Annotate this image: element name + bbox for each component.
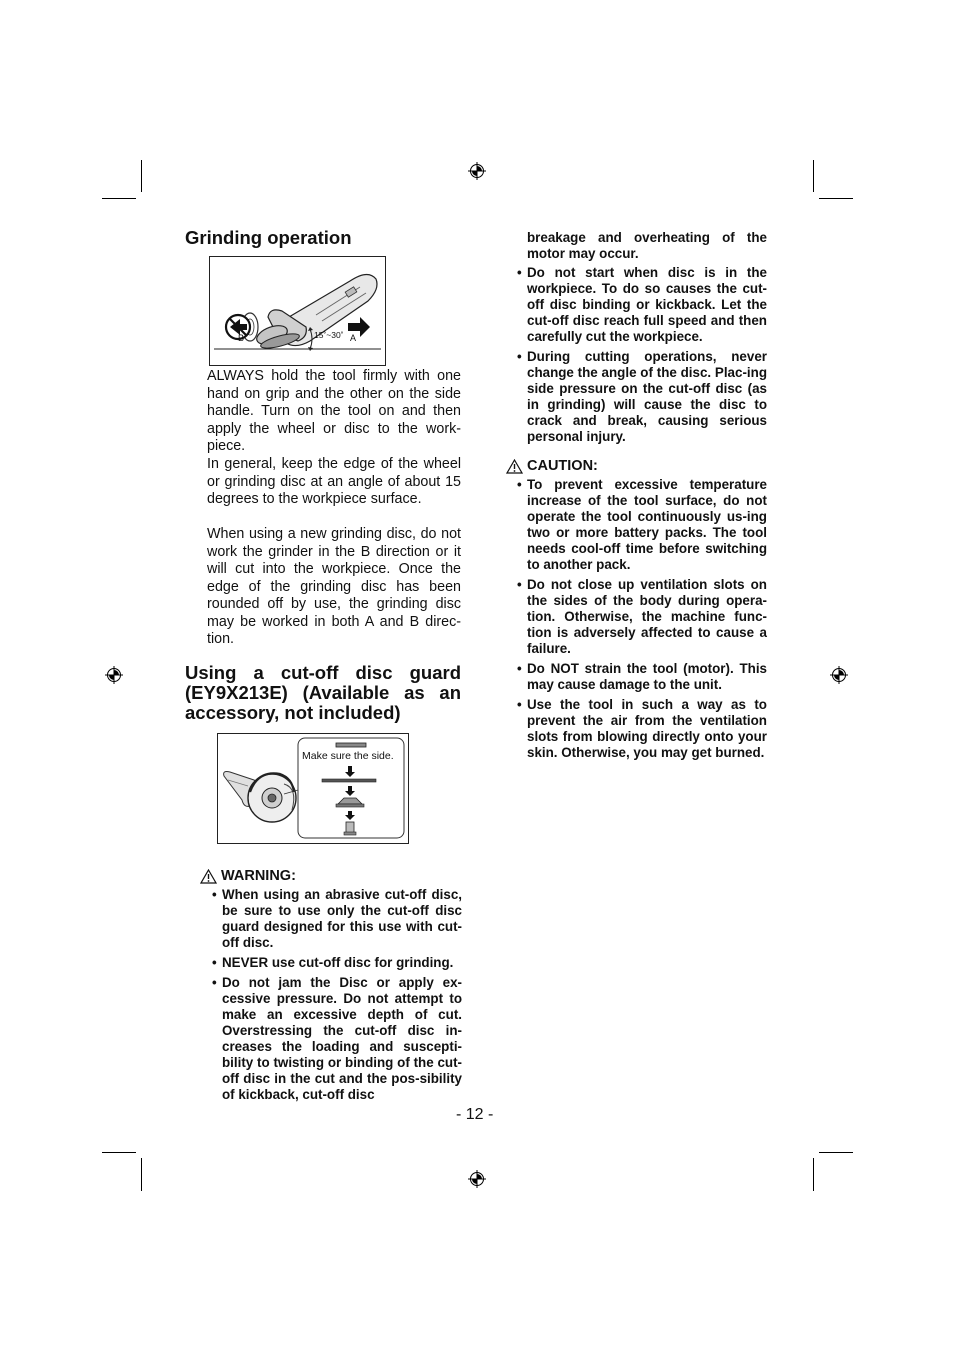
list-item: • During cutting operations, never change the angle of the disc. Plac-ing side pressure on the cut-off disc (as in grinding) will cause the disc to crack and break, causing serious personal injury. [517,349,767,445]
crop-mark [813,1158,814,1191]
warning-triangle-icon [200,869,217,884]
continuation-text: breakage and overheating of the motor may occur. [527,230,767,261]
registration-mark-icon [105,666,123,684]
registration-mark-icon [830,666,848,684]
crop-mark [819,198,853,199]
list-item: • When using an abrasive cut-off disc, be sure to use only the cut-off disc guard designed for this use with cut-off disc. [212,887,462,951]
grinding-paragraph-2: In general, keep the edge of the wheel or grinding disc at an angle of about 15 degrees to the workpiece surface. [207,456,461,507]
grinding-paragraph-3: When using a new grinding disc, do not work the grinder in the B direction or it will cut into the workpiece. Once the edge of the grinding disc has been rounded off by use, the grinding disc may be worked in both A and B direc-tion. [207,526,461,647]
figure-label-a: A [350,333,357,343]
registration-mark-icon [468,162,486,180]
grinding-figure [209,256,386,366]
caution-title: CAUTION: [527,458,598,474]
crop-mark [813,160,814,192]
page-number: - 12 - [456,1106,494,1123]
figure-label-angle: 15˚~30˚ [314,330,344,340]
crop-mark [102,198,136,199]
list-item: • Do not close up ventilation slots on the sides of the body during opera-tion. Otherwise, the machine func-tion is adversely affected to cause a failure. [517,577,767,657]
registration-mark-icon [468,1170,486,1188]
figure-callout: Make sure the side. [302,750,394,762]
caution-triangle-icon [506,459,523,474]
list-item: • Do not start when disc is in the workpiece. To do so causes the cut-off disc binding or kickback. Let the cut-off disc reach full speed and then carefully cut the workpiece. [517,265,767,345]
grinding-paragraph-1: ALWAYS hold the tool firmly with one hand on grip and the other on the side handle. Turn on the tool on and then apply the wheel or disc to the work-piece. [207,368,461,454]
cutoff-guard-figure [217,733,409,844]
grinder-illustration [210,257,385,365]
list-item: • Use the tool in such a way as to prevent the air from the ventilation slots from blowing directly onto your skin. Otherwise, you may get burned. [517,697,767,761]
list-item: • To prevent excessive temperature increase of the tool surface, do not operate the tool continuously us-ing two or more battery packs. The tool needs cool-off time before switching to another pack. [517,477,767,573]
list-item: • Do NOT strain the tool (motor). This may cause damage to the unit. [517,661,767,693]
section-heading-grinding: Grinding operation [185,227,352,248]
list-item: • Do not jam the Disc or apply ex-cessive pressure. Do not attempt to make an excessive depth of cut. Overstressing the cut-off disc in-creases the loading and suscepti-bility to twisting or binding of the cut-off disc in the cut and the pos-sibility of kickback, cut-off disc [212,975,462,1103]
crop-mark [102,1152,136,1153]
right-warning-list [517,265,767,449]
crop-mark [141,1158,142,1191]
section-heading-cutoff-guard: Using a cut-off disc guard (EY9X213E) (Available as an accessory, not included) [185,662,461,723]
caution-list [517,477,767,765]
warning-heading [200,868,296,884]
crop-mark [819,1152,853,1153]
warning-title: WARNING: [221,868,296,884]
crop-mark [141,160,142,192]
warning-list [212,887,462,1107]
list-item: • NEVER use cut-off disc for grinding. [212,955,462,971]
figure-label-b: B [238,333,245,343]
caution-heading [506,458,598,474]
